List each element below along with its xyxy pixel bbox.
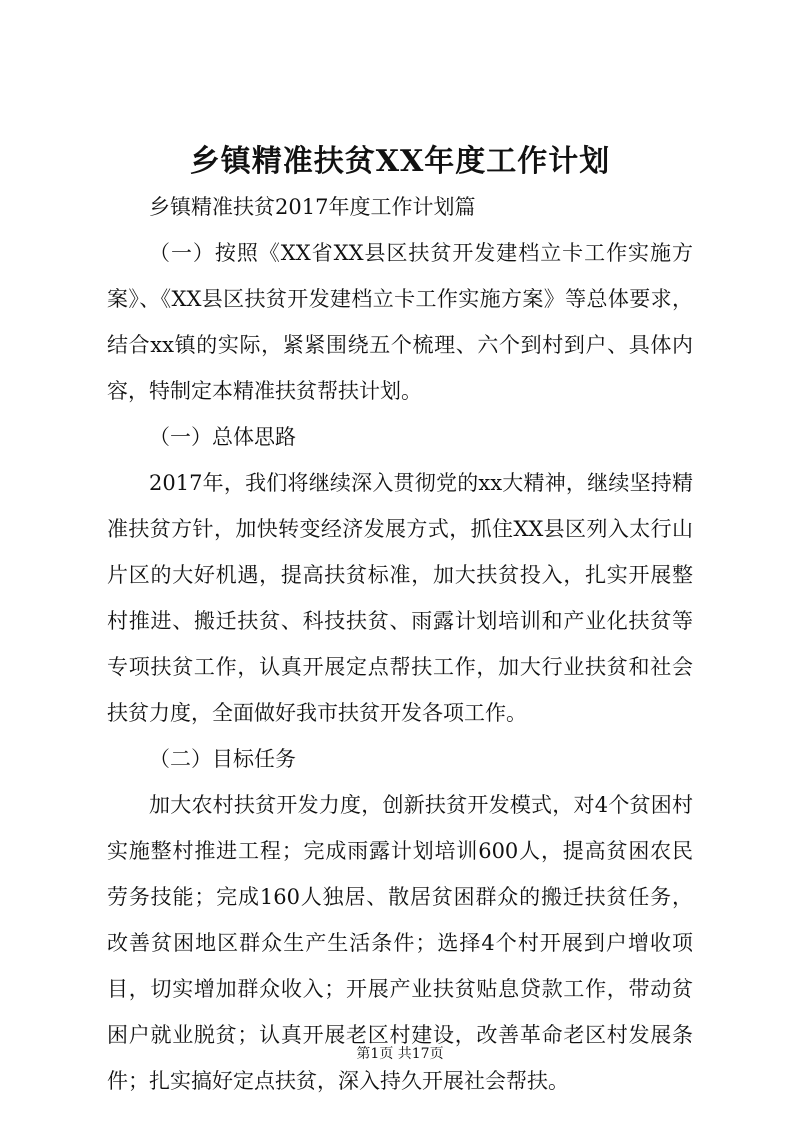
paragraph-goals: 加大农村扶贫开发力度，创新扶贫开发模式，对4个贫困村实施整村推进工程；完成雨露计划培训600人，提高贫困农民劳务技能；完成160人独居、散居贫困群众的搬迁扶贫任务，改善贫困地区群众生产生活条件；选择4个村开展到户增收项目，切实增加群众收入；开展产业扶贫贴息贷款工作，带动贫困户就业脱贫；认真开展老区村建设，改善革命老区村发展条件；扎实搞好定点扶贫，深入持久开展社会帮扶。 xyxy=(107,793,693,1093)
paragraph-subtitle: 乡镇精准扶贫2017年度工作计划篇 xyxy=(149,195,476,219)
document-body xyxy=(107,184,693,1104)
section-heading-goals: （二）目标任务 xyxy=(149,747,296,771)
paragraph-overall-approach: 2017年，我们将继续深入贯彻党的xx大精神，继续坚持精准扶贫方针，加快转变经济发展方式，抓住XX县区列入太行山片区的大好机遇，提高扶贫标准，加大扶贫投入，扎实开展整村推进、搬迁扶贫、科技扶贫、雨露计划培训和产业化扶贫等专项扶贫工作，认真开展定点帮扶工作，加大行业扶贫和社会扶贫力度，全面做好我市扶贫开发各项工作。 xyxy=(107,471,693,725)
section-heading-overall-approach: （一）总体思路 xyxy=(149,425,296,449)
page-number-footer: 第1页 共17页 xyxy=(356,1046,444,1062)
document-title: 乡镇精准扶贫XX年度工作计划 xyxy=(189,144,611,179)
paragraph-intro: （一）按照《XX省XX县区扶贫开发建档立卡工作实施方案》、《XX县区扶贫开发建档立卡工作实施方案》等总体要求，结合xx镇的实际，紧紧围绕五个梳理、六个到村到户、具体内容，特制定本精准扶贫帮扶计划。 xyxy=(107,241,693,403)
